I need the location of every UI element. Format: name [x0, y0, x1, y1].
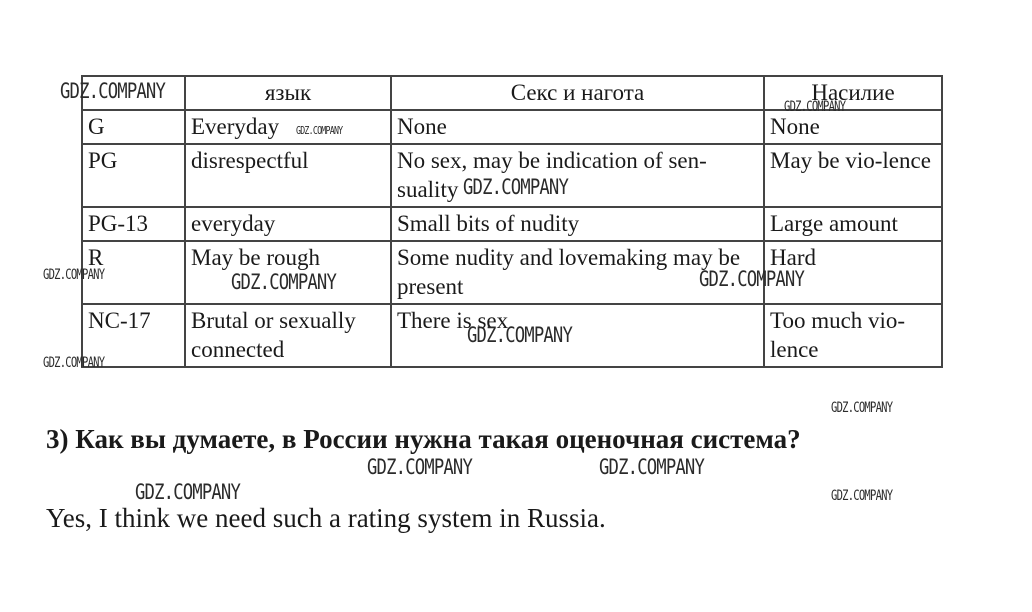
watermark: GDZ.COMPANY: [831, 400, 893, 416]
language-cell: Everyday: [185, 110, 391, 144]
violence-cell: May be vio-lence: [764, 144, 942, 207]
rating-cell: PG: [82, 144, 185, 207]
question-text: 3) Как вы думаете, в России нужна такая оценочная система?: [46, 424, 801, 454]
violence-cell: Too much vio-lence: [764, 304, 942, 367]
violence-cell: None: [764, 110, 942, 144]
watermark: GDZ.COMPANY: [135, 480, 241, 504]
watermark: GDZ.COMPANY: [43, 355, 105, 371]
watermark: GDZ.COMPANY: [296, 124, 343, 137]
rating-cell: R: [82, 241, 185, 304]
language-cell: May be rough: [185, 241, 391, 304]
header-sex-nudity: Секс и нагота: [391, 76, 764, 110]
watermark: GDZ.COMPANY: [231, 270, 337, 294]
sex-nudity-cell: Small bits of nudity: [391, 207, 764, 241]
sex-nudity-cell: Some nudity and lovemaking may be present: [391, 241, 764, 304]
header-violence: Насилие: [764, 76, 942, 110]
sex-nudity-cell: No sex, may be indication of sen-suality: [391, 144, 764, 207]
language-cell: Brutal or sexually connected: [185, 304, 391, 367]
watermark: GDZ.COMPANY: [831, 488, 893, 504]
violence-cell: Hard: [764, 241, 942, 304]
watermark: GDZ.COMPANY: [784, 99, 846, 115]
rating-cell: G: [82, 110, 185, 144]
watermark: GDZ.COMPANY: [699, 267, 805, 291]
rating-cell: NC-17: [82, 304, 185, 367]
language-cell: disrespectful: [185, 144, 391, 207]
answer-text: Yes, I think we need such a rating system in Russia.: [46, 503, 606, 533]
watermark: GDZ.COMPANY: [367, 455, 473, 479]
watermark: GDZ.COMPANY: [463, 175, 569, 199]
sex-nudity-cell: There is sex: [391, 304, 764, 367]
table-row: [82, 241, 942, 304]
watermark: GDZ.COMPANY: [43, 267, 105, 283]
header-language: язык: [185, 76, 391, 110]
watermark: GDZ.COMPANY: [467, 323, 573, 347]
watermark: GDZ.COMPANY: [60, 79, 166, 103]
table-row: [82, 207, 942, 241]
watermark: GDZ.COMPANY: [599, 455, 705, 479]
rating-cell: PG-13: [82, 207, 185, 241]
table-row: [82, 110, 942, 144]
language-cell: everyday: [185, 207, 391, 241]
sex-nudity-cell: None: [391, 110, 764, 144]
violence-cell: Large amount: [764, 207, 942, 241]
